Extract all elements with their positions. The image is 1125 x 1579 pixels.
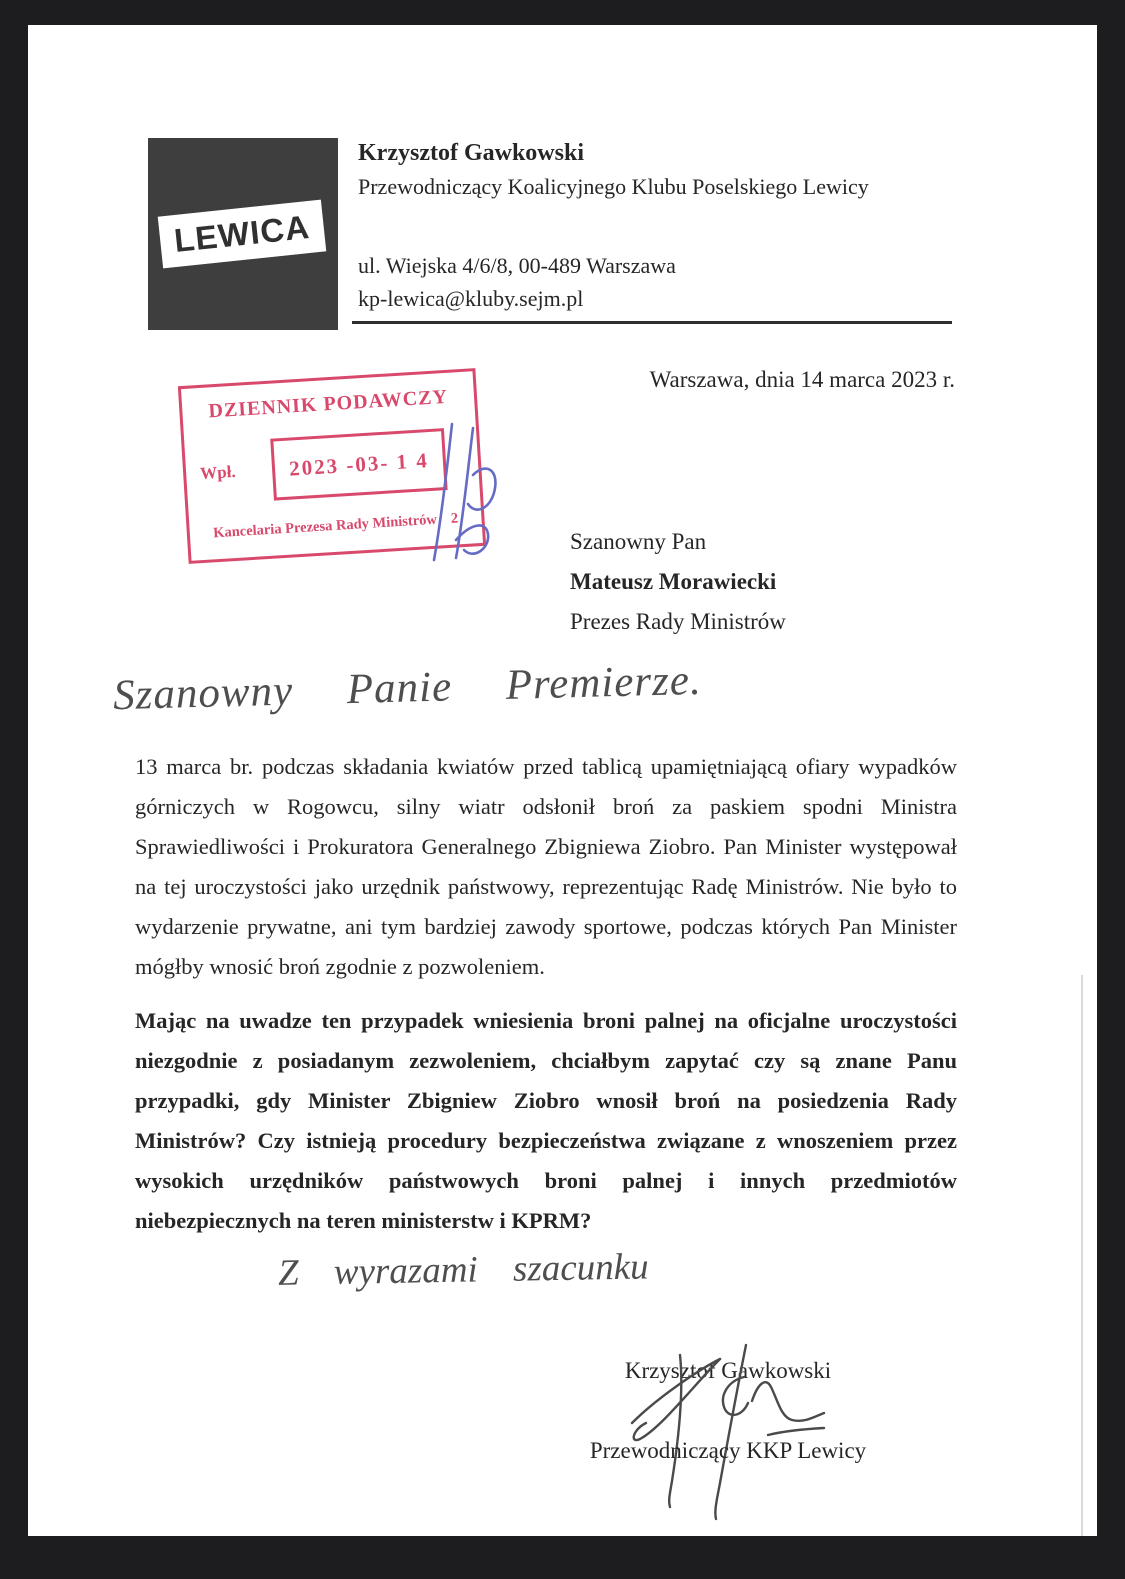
recipient-title: Prezes Rady Ministrów bbox=[570, 609, 786, 634]
stamp-office: Kancelaria Prezesa Rady Ministrów bbox=[212, 511, 438, 542]
logo-band bbox=[158, 200, 327, 269]
logo-wordmark: LEWICA bbox=[172, 207, 312, 260]
recipient-salutation: Szanowny Pan bbox=[570, 529, 707, 554]
signature-title: Przewodniczący KKP Lewicy bbox=[589, 1438, 867, 1463]
lewica-logo bbox=[148, 138, 338, 330]
sender-address: ul. Wiejska 4/6/8, 00-489 Warszawa bbox=[358, 253, 676, 278]
recipient-name: Mateusz Morawiecki bbox=[570, 569, 777, 594]
stamp-title: DZIENNIK PODAWCZY bbox=[207, 385, 449, 423]
header-divider bbox=[352, 321, 952, 324]
stamp-number: 2 bbox=[450, 510, 459, 527]
body-paragraph-1: 13 marca br. podczas składania kwiatów przed tablicą upamiętniającą ofiary wypadków górniczych w Rogowcu, silny wiatr odsłonił broń za paskiem spodni Ministra Sprawiedliwości i Prokuratora Generalnego Zbigniewa Ziobro. Pan Minister występował na tej uroczystości jako urzędnik państwowy, reprezentując Radę Ministrów. Nie było to wydarzenie prywatne, ani tym bardziej zawody sportowe, podczas których Pan Minister mógłby wnosić broń zgodnie z pozwoleniem. bbox=[135, 754, 957, 979]
sender-title: Przewodniczący Koalicyjnego Klubu Poselskiego Lewicy bbox=[358, 174, 869, 199]
body-paragraph-2: Mając na uwadze ten przypadek wniesienia broni palnej na oficjalne uroczystości niezgodnie z posiadanym zezwoleniem, chciałbym zapytać czy są znane Panu przypadki, gdy Minister Zbigniew Ziobro wnosił broń na posiedzenia Rady Ministrów? Czy istnieją procedury bezpieczeństwa związane z wnoszeniem przez wysokich urzędników państwowych broni palnej i innych przedmiotów niebezpiecznych na teren ministerstw i KPRM? bbox=[135, 1008, 957, 1233]
dateline: Warszawa, dnia 14 marca 2023 r. bbox=[649, 367, 955, 392]
recipient-block bbox=[570, 522, 786, 642]
signature-icon bbox=[618, 1343, 828, 1523]
page-edge-shadow bbox=[1081, 975, 1083, 1536]
paper bbox=[28, 25, 1097, 1536]
handwritten-greeting: Szanowny Panie Premierze. bbox=[112, 656, 703, 720]
stamp-date: 2023 -03- 1 4 bbox=[288, 447, 430, 481]
handwritten-closing: Z wyrazami szacunku bbox=[277, 1246, 649, 1294]
stamp-paraph-icon bbox=[418, 420, 513, 570]
sender-name: Krzysztof Gawkowski bbox=[358, 140, 584, 166]
stamp-received-label: Wpł. bbox=[199, 461, 237, 484]
sender-email: kp-lewica@kluby.sejm.pl bbox=[358, 286, 584, 311]
signature-name: Krzysztof Gawkowski bbox=[624, 1358, 832, 1383]
